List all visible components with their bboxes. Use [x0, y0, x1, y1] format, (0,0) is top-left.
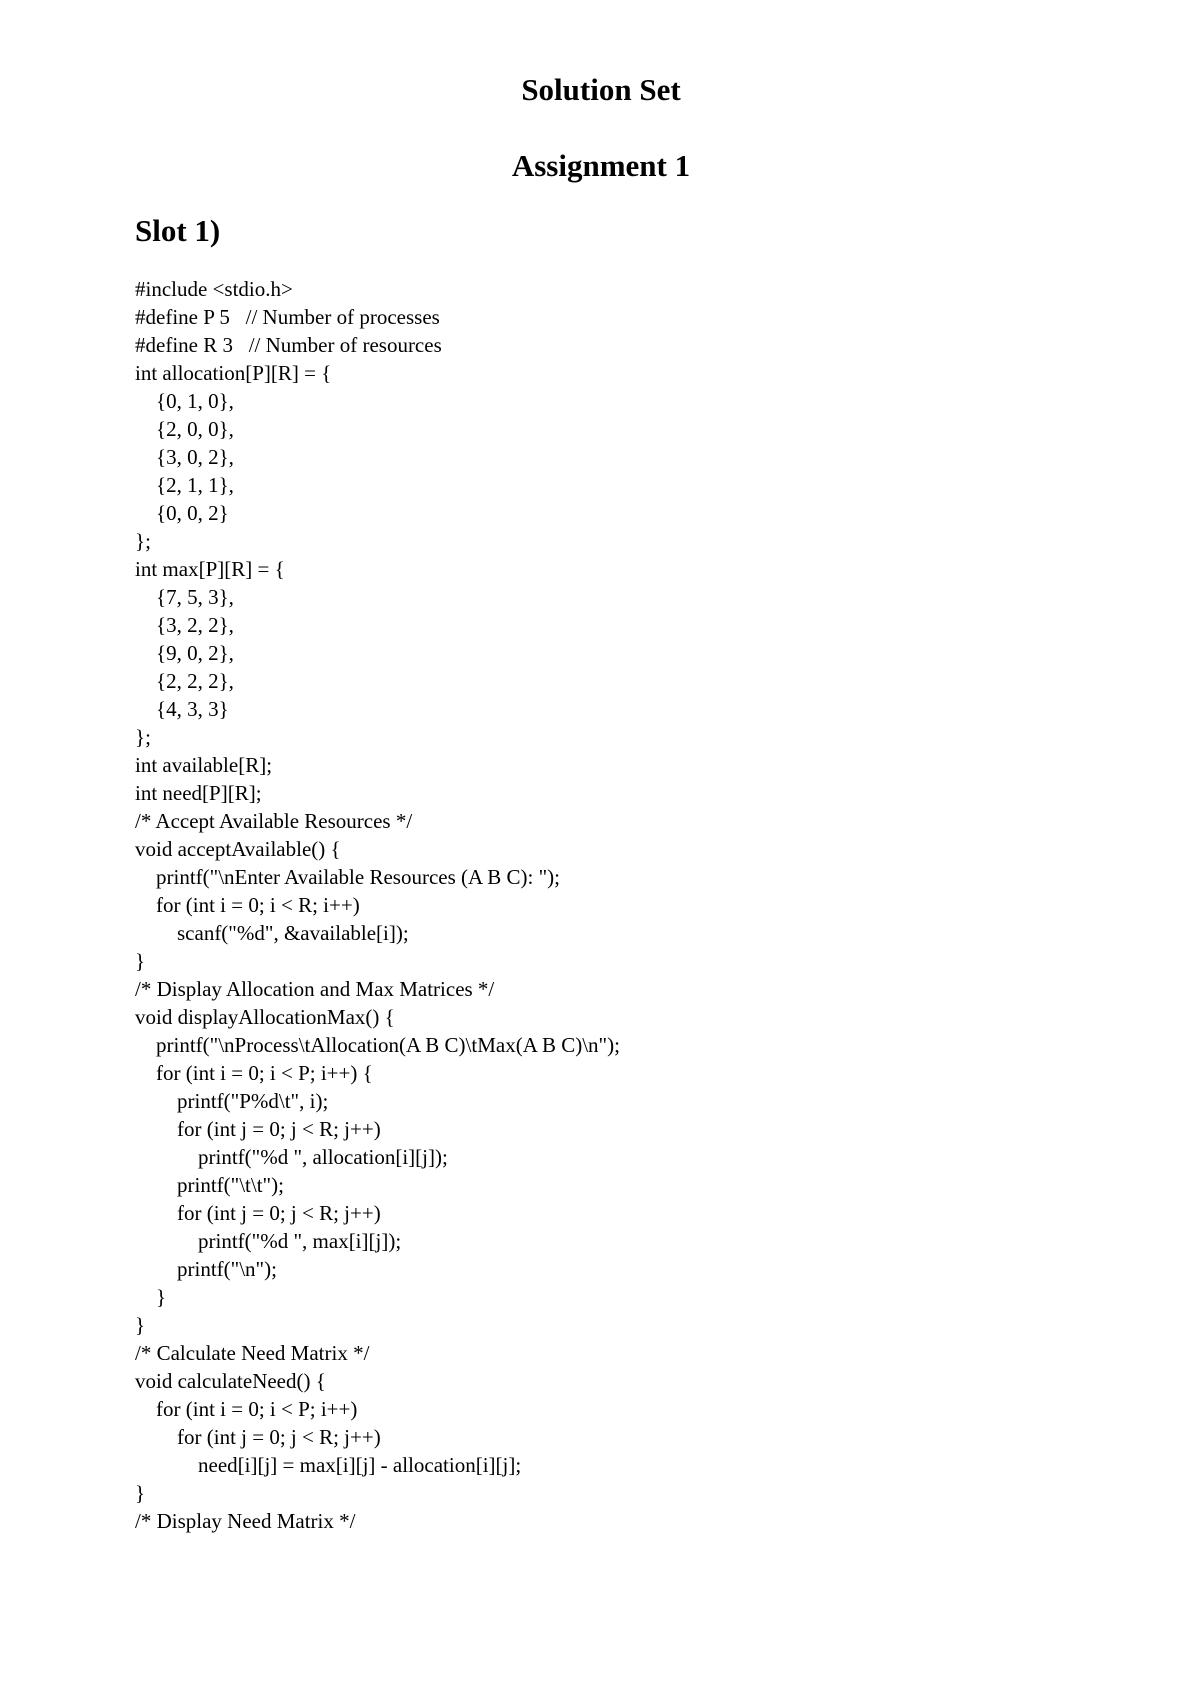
code-line: scanf("%d", &available[i]);: [135, 921, 409, 945]
code-line: printf("%d ", max[i][j]);: [135, 1229, 402, 1253]
code-line: {0, 0, 2}: [135, 501, 229, 525]
code-line: {2, 2, 2},: [135, 669, 234, 693]
code-line: for (int i = 0; i < R; i++): [135, 893, 360, 917]
code-line: printf("%d ", allocation[i][j]);: [135, 1145, 448, 1169]
code-line: void acceptAvailable() {: [135, 837, 341, 861]
code-line: }: [135, 1285, 167, 1309]
code-line: {9, 0, 2},: [135, 641, 234, 665]
code-line: {7, 5, 3},: [135, 585, 234, 609]
code-line: {2, 1, 1},: [135, 473, 234, 497]
document-subtitle: Assignment 1: [511, 148, 691, 183]
code-line: /* Display Allocation and Max Matrices */: [135, 977, 495, 1001]
code-line: {0, 1, 0},: [135, 389, 234, 413]
code-line: /* Accept Available Resources */: [135, 809, 413, 833]
code-line: /* Calculate Need Matrix */: [135, 1341, 370, 1365]
code-line: printf("P%d\t", i);: [135, 1089, 329, 1113]
code-line: printf("\n");: [135, 1257, 277, 1281]
code-line: for (int i = 0; i < P; i++): [135, 1397, 358, 1421]
code-line: {3, 2, 2},: [135, 613, 234, 637]
code-line: #define P 5 // Number of processes: [135, 305, 440, 329]
code-line: void calculateNeed() {: [135, 1369, 326, 1393]
code-line: }: [135, 1313, 146, 1337]
code-line: {3, 0, 2},: [135, 445, 234, 469]
code-line: int need[P][R];: [135, 781, 262, 805]
code-line: printf("\t\t");: [135, 1173, 284, 1197]
code-line: for (int j = 0; j < R; j++): [135, 1117, 381, 1141]
code-line: void displayAllocationMax() {: [135, 1005, 395, 1029]
document-title: Solution Set: [521, 72, 681, 107]
code-line: {4, 3, 3}: [135, 697, 229, 721]
code-line: printf("\nProcess\tAllocation(A B C)\tMax(A B C)\n");: [135, 1033, 620, 1057]
code-line: /* Display Need Matrix */: [135, 1509, 356, 1533]
code-line: }: [135, 949, 146, 973]
code-line: for (int j = 0; j < R; j++): [135, 1201, 381, 1225]
code-line: #define R 3 // Number of resources: [135, 333, 442, 357]
code-listing: [135, 275, 1135, 1535]
code-line: printf("\nEnter Available Resources (A B C): ");: [135, 865, 560, 889]
code-line: };: [135, 725, 151, 749]
code-line: int max[P][R] = {: [135, 557, 285, 581]
code-line: int available[R];: [135, 753, 273, 777]
code-line: int allocation[P][R] = {: [135, 361, 332, 385]
code-line: };: [135, 529, 151, 553]
code-line: need[i][j] = max[i][j] - allocation[i][j];: [135, 1453, 522, 1477]
section-heading: Slot 1): [135, 213, 221, 248]
code-line: #include <stdio.h>: [135, 277, 293, 301]
code-line: }: [135, 1481, 146, 1505]
code-line: for (int i = 0; i < P; i++) {: [135, 1061, 373, 1085]
code-line: for (int j = 0; j < R; j++): [135, 1425, 381, 1449]
code-line: {2, 0, 0},: [135, 417, 234, 441]
